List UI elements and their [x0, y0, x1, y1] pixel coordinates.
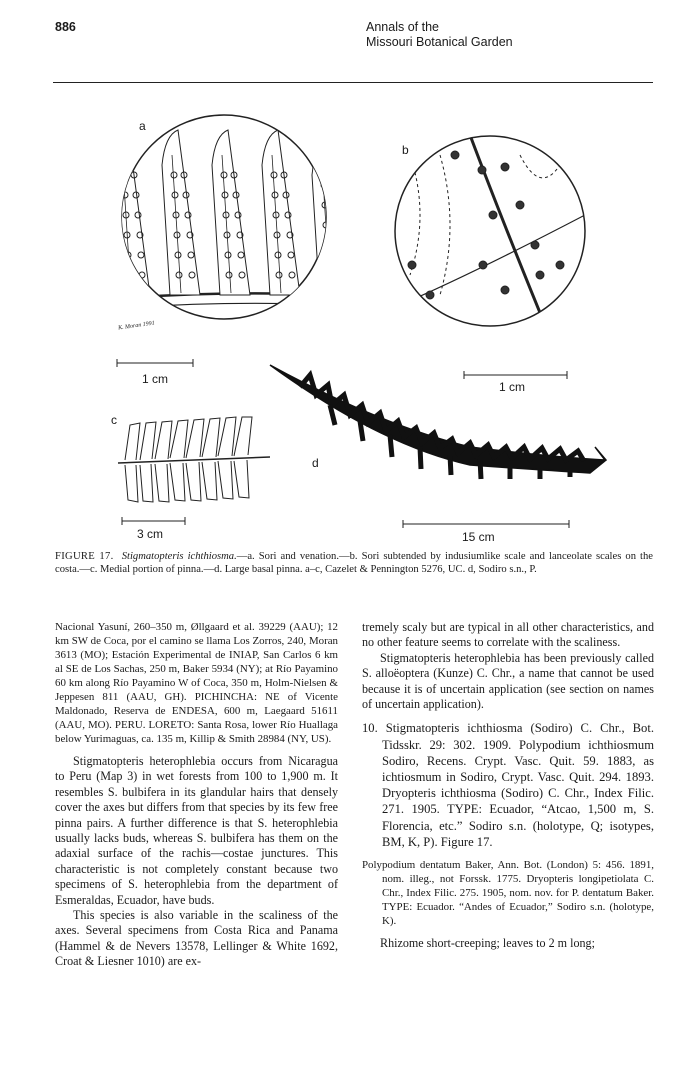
panel-c-drawing	[118, 417, 270, 502]
journal-line-2: Missouri Botanical Garden	[366, 35, 513, 49]
right-column	[362, 620, 654, 951]
scale-label-a: 1 cm	[142, 372, 169, 386]
figure-caption	[55, 550, 653, 576]
panel-b-drawing	[395, 135, 585, 326]
distribution-paragraph: Stigmatopteris heterophlebia occurs from Nicaragua to Peru (Map 3) in wet forests from 100 to 1,900 m. It resembles S. bulbifera in its glandular hairs that densely cover the axes but differs from that species by its few free pinna pairs. A further difference is that S. heterophlebia usually lacks buds, whereas S. bulbifera has them on the adaxial surface of the rachis—costae junctures. This characteristic is not completely constant because two specimens of S. heterophlebia from the department of Esmeraldas, Ecuador, have buds.	[55, 754, 338, 907]
scaliness-paragraph: This species is also variable in the scaliness of the axes. Several specimens from Costa Rica and Panama (Hammel & de Nevers 13578, Lellinger & White 1692, Croat & Liesner 1010) are ex-	[55, 908, 338, 969]
specimens-paragraph: Nacional Yasuní, 260–350 m, Øllgaard et al. 39229 (AAU); 12 km SW de Coca, por el camino se llama Los Zorros, 240, Moran 3613 (MO); Estación Experimental de INIAP, San Carlos 6 km al SE de Los Sachas, 250 m, Baker 5934 (NY); at Río Payamino 60 km along Río Payamino W of Coca, 350 m, Holm-Nielsen & Jeppesen 811 (AAU, GH). PICHINCHA: NE of Vicente Maldonado, Reserva de ENDESA, 600 m, Laegaard 51611 (AAU, MO). PERU. LORETO: Santa Rosa, lower Río Huallaga below Yurimaguas, ca. 135 m, Killip & Smith 28984 (NY, US).	[55, 621, 338, 745]
panel-label-d: d	[312, 456, 319, 470]
artist-signature: K. Moran 1991	[117, 320, 156, 332]
panel-d-drawing	[270, 365, 606, 479]
panel-label-c: c	[111, 413, 117, 427]
caption-species: Stigmatopteris ichthiosma.	[121, 551, 237, 562]
panel-label-b: b	[402, 143, 409, 157]
left-column	[55, 620, 338, 970]
panel-label-a: a	[139, 119, 146, 133]
figure-illustration	[0, 95, 683, 555]
scale-label-c: 3 cm	[137, 527, 164, 541]
description-paragraph: Rhizome short-creeping; leaves to 2 m long;	[380, 936, 595, 951]
scale-label-b: 1 cm	[499, 380, 526, 394]
caption-body: —a. Sori and venation.—b. Sori subtended by indusiumlike scale and lanceolate scales on the costa.—c. Medial portion of pinna.—d. Large basal pinna. a–c, Cazelet & Pennington 5276, UC. d, Sodiro s.n., P.	[55, 551, 654, 575]
synonym-entry: Polypodium dentatum Baker, Ann. Bot. (London) 5: 456. 1891, nom. illeg., not Forssk. 1775. Dryopteris longipetiolata C. Chr., Index Filic. 275. 1905, nom. nov. for P. dentatum Baker. TYPE: Ecuador. “Andes of Ecuador,” Sodiro s.n. (holotype, K).	[362, 859, 654, 928]
journal-title	[366, 20, 513, 50]
caption-figure-label: FIGURE 17.	[55, 551, 114, 562]
page-number: 886	[55, 20, 76, 34]
figure-17	[0, 95, 683, 555]
nomenclature-paragraph: Stigmatopteris heterophlebia has been previously called S. alloëoptera (Kunze) C. Chr., a name that cannot be used because it is of uncertain application (see section on names of uncertain application).	[362, 650, 654, 712]
scale-label-d: 15 cm	[462, 530, 495, 544]
species-entry-10: 10. Stigmatopteris ichthiosma (Sodiro) C. Chr., Bot. Tidsskr. 29: 302. 1909. Polypodium ichthiosmum Sodiro, Recens. Crypt. Vasc. Quit. 59. 1883, as ichtiosmum in Sodiro, Crypt. Vasc. Quit. 294. 1893. Dryopteris ichthiosma (Sodiro) C. Chr., Index Filic. 271. 1905. TYPE: Ecuador, “Atcao, 1,500 m, S. Florencia, etc.” Sodiro s.n. (holotype, Q; isotypes, BM, K, P). Figure 17.	[362, 721, 654, 849]
journal-line-1: Annals of the	[366, 20, 439, 34]
scaliness-continued: tremely scaly but are typical in all other characteristics, and no other feature seems to correlate with the scaliness.	[362, 620, 654, 650]
header-rule	[53, 82, 653, 83]
panel-a-drawing	[95, 115, 350, 319]
